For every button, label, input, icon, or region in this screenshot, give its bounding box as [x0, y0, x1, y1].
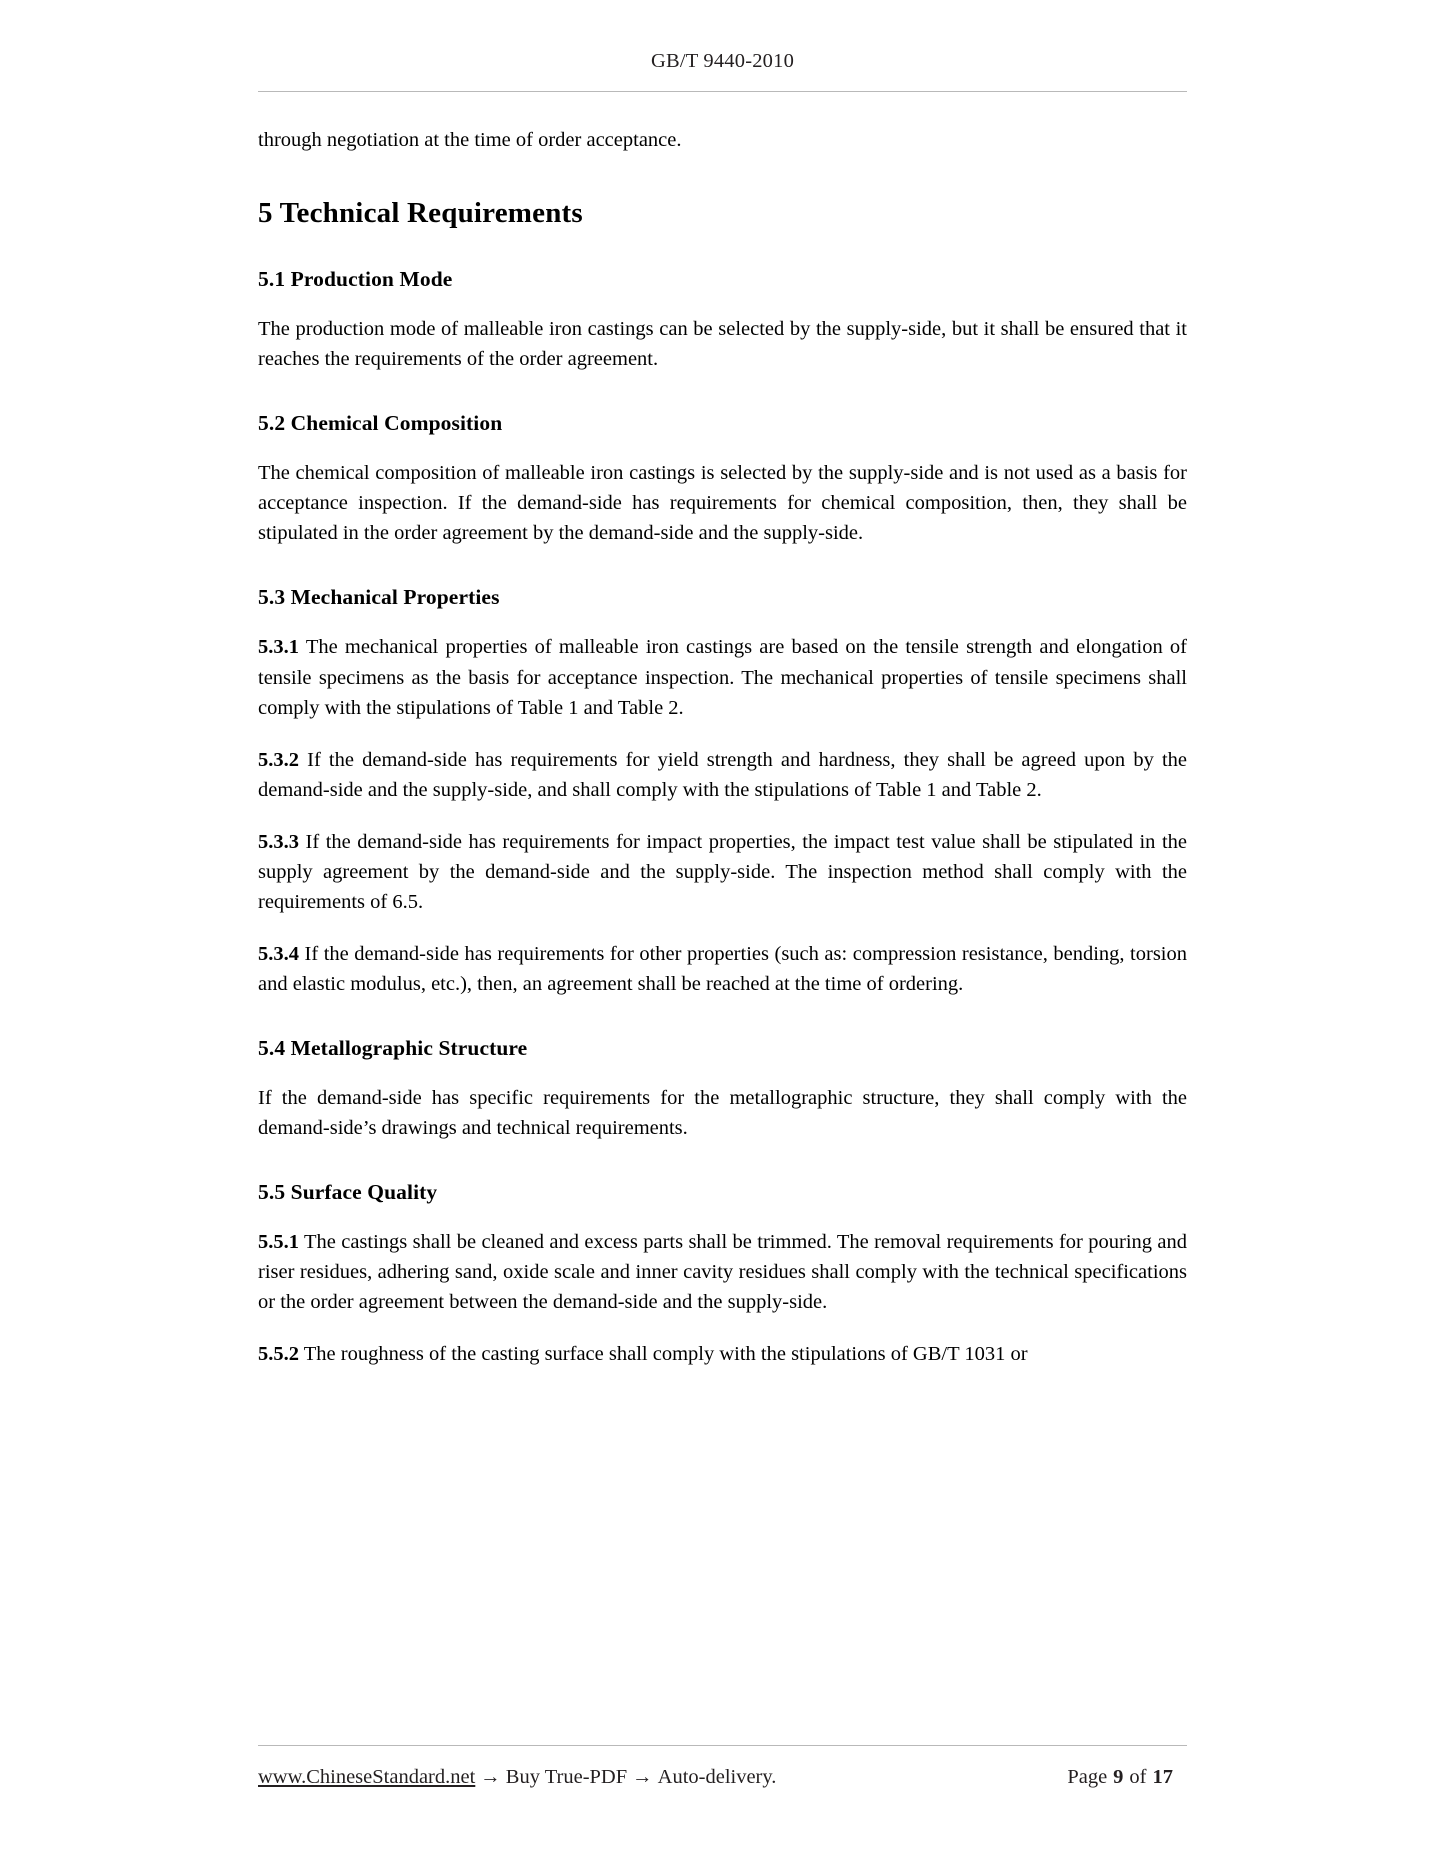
clause-number: 5.5.2 [258, 1342, 299, 1365]
page-header [258, 0, 1187, 73]
subsection-heading-5-2: 5.2 Chemical Composition [258, 411, 503, 436]
clause-number: 5.3.1 [258, 636, 299, 659]
section-heading-5: 5 Technical Requirements [258, 197, 583, 230]
arrow-right-icon: → [480, 1766, 501, 1788]
paragraph-5-3-4 [258, 939, 1187, 999]
of-label: of [1129, 1766, 1147, 1788]
delivery-label: Auto-delivery. [657, 1766, 777, 1788]
header-divider [258, 91, 1187, 92]
footer-row [258, 1766, 1187, 1789]
buy-label: Buy True-PDF [505, 1766, 628, 1788]
page-indicator [1067, 1766, 1187, 1789]
paragraph-text: If the demand-side has specific requirements for the metallographic structure, they shall comply with the demand-side’s drawings and technical requirements. [258, 1086, 1187, 1139]
subsection-heading-5-1: 5.1 Production Mode [258, 267, 453, 292]
paragraph-5-3-1 [258, 632, 1187, 722]
paragraph-5-5-1 [258, 1227, 1187, 1317]
paragraph-text: The production mode of malleable iron castings can be selected by the supply-side, but it shall be ensured that it reaches the requirements of the order agreement. [258, 318, 1187, 371]
clause-number: 5.3.4 [258, 942, 299, 965]
paragraph-5-3-3 [258, 827, 1187, 917]
page-number: 9 [1113, 1766, 1124, 1788]
footer-divider [258, 1745, 1187, 1746]
paragraph-5-5-2 [258, 1339, 1187, 1369]
paragraph-text: The mechanical properties of malleable iron castings are based on the tensile strength and elongation of tensile specimens as the basis for acceptance inspection. The mechanical properties of tensile specimens shall comply with the stipulations of Table 1 and Table 2. [258, 636, 1187, 719]
continuation-line: through negotiation at the time of order acceptance. [258, 129, 682, 151]
clause-number: 5.3.2 [258, 748, 299, 771]
paragraph-5-4-1 [258, 1083, 1187, 1143]
website-link[interactable]: www.ChineseStandard.net [258, 1766, 476, 1788]
page-content [258, 0, 1187, 1369]
paragraph-text: The castings shall be cleaned and excess parts shall be trimmed. The removal requirements for pouring and riser residues, adhering sand, oxide scale and inner cavity residues shall comply with the technical specifications or the order agreement between the demand-side and the supply-side. [258, 1230, 1187, 1313]
page-footer [258, 1745, 1187, 1789]
paragraph-5-3-2 [258, 745, 1187, 805]
subsection-heading-5-4: 5.4 Metallographic Structure [258, 1035, 528, 1060]
arrow-right-icon: → [632, 1766, 653, 1788]
paragraph-text: The roughness of the casting surface shall comply with the stipulations of GB/T 1031 or [299, 1342, 1028, 1365]
clause-number: 5.5.1 [258, 1230, 299, 1253]
paragraph-text: The chemical composition of malleable iron castings is selected by the supply-side and is not used as a basis for acceptance inspection. If the demand-side has requirements for chemical composition, then, they shall be stipulated in the order agreement by the demand-side and the supply-side. [258, 462, 1187, 545]
footer-purchase-info [258, 1766, 776, 1789]
paragraph-5-1-1 [258, 314, 1187, 374]
paragraph-5-2-1 [258, 458, 1187, 548]
paragraph-text: If the demand-side has requirements for impact properties, the impact test value shall be stipulated in the supply agreement by the demand-side and the supply-side. The inspection method shall comply with the requirements of 6.5. [258, 830, 1187, 913]
clause-number: 5.3.3 [258, 830, 299, 853]
subsection-heading-5-5: 5.5 Surface Quality [258, 1179, 438, 1204]
standard-code: GB/T 9440-2010 [650, 50, 795, 72]
page-total: 17 [1152, 1766, 1173, 1788]
paragraph-text: If the demand-side has requirements for other properties (such as: compression resistance, bending, torsion and elastic modulus, etc.), then, an agreement shall be reached at the time of ordering. [258, 942, 1187, 995]
paragraph-text: If the demand-side has requirements for yield strength and hardness, they shall be agreed upon by the demand-side and the supply-side, and shall comply with the stipulations of Table 1 and Table 2. [258, 748, 1187, 801]
subsection-heading-5-3: 5.3 Mechanical Properties [258, 585, 500, 610]
page-label: Page [1067, 1766, 1108, 1788]
